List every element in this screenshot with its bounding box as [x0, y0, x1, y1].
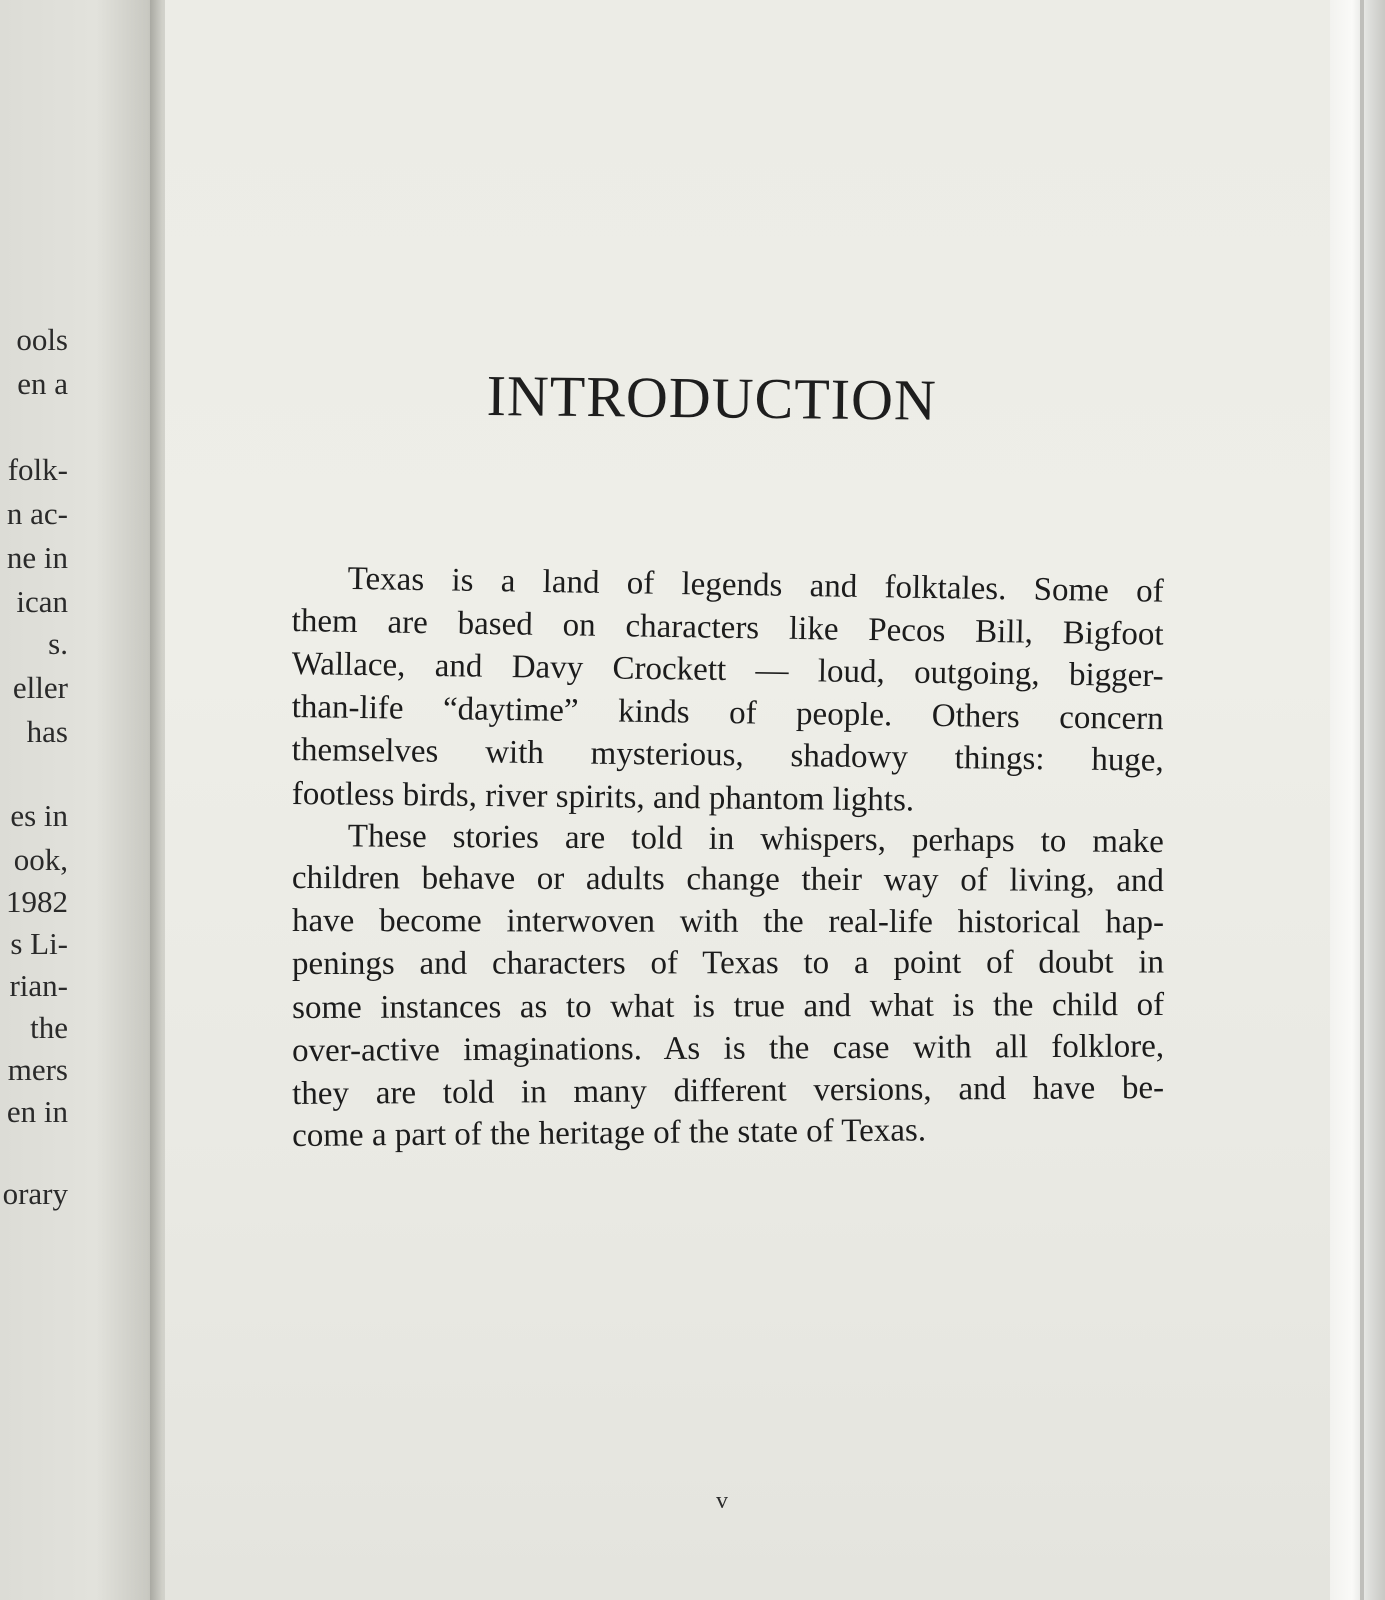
paragraph-1-line: Texas is a land of legends and folktales. Some of	[347, 560, 1164, 610]
left-page-line: 1982	[6, 884, 68, 919]
left-page-line: mers	[7, 1052, 68, 1087]
left-page-line: eller	[12, 670, 68, 705]
paragraph-2-line: some instances as to what is true and what is the child of	[292, 986, 1165, 1026]
paragraph-2-line: over-active imaginations. As is the case with all folklore,	[292, 1028, 1165, 1069]
left-page-line: en in	[6, 1094, 68, 1129]
paragraph-2-line: These stories are told in whispers, perhaps to make	[347, 818, 1164, 861]
left-page-line: has	[26, 714, 68, 749]
paragraph-1-line: themselves with mysterious, shadowy things: huge,	[291, 732, 1164, 779]
paragraph-2-line: have become interwoven with the real-life historical hap-	[291, 903, 1164, 941]
left-page-line: the	[30, 1010, 68, 1045]
left-page-line: n ac-	[6, 496, 68, 531]
left-page-line: ican	[16, 584, 68, 619]
left-page-line: ook,	[13, 842, 68, 877]
page-title: INTRODUCTION	[486, 362, 938, 433]
paragraph-1-line: than-life “daytime” kinds of people. Others concern	[291, 689, 1164, 738]
page-edge	[1330, 0, 1385, 1600]
left-page-line: en a	[17, 366, 68, 401]
left-page	[0, 0, 160, 1600]
paragraph-1-line: footless birds, river spirits, and phantom lights.	[291, 776, 915, 819]
left-page-line: ools	[16, 322, 68, 357]
paragraph-2-line: children behave or adults change their way of living, and	[291, 860, 1164, 900]
paragraph-1-line: Wallace, and Davy Crockett — loud, outgoing, bigger-	[291, 646, 1164, 695]
left-page-line: s.	[48, 626, 68, 661]
left-page-line: es in	[10, 798, 68, 833]
paragraph-2-line: they are told in many different versions, and have be-	[292, 1069, 1165, 1112]
paragraph-1-line: them are based on characters like Pecos Bill, Bigfoot	[291, 603, 1164, 653]
left-page-line: ne in	[6, 540, 68, 575]
page-number: v	[716, 1488, 728, 1514]
left-page-line: rian-	[9, 968, 68, 1003]
paragraph-2-line: penings and characters of Texas to a point of doubt in	[292, 944, 1165, 982]
paragraph-2-line: come a part of the heritage of the state of Texas.	[292, 1112, 927, 1154]
left-page-line: s Li-	[10, 926, 68, 961]
left-page-line: folk-	[7, 452, 68, 487]
left-page-line: orary	[2, 1176, 68, 1211]
